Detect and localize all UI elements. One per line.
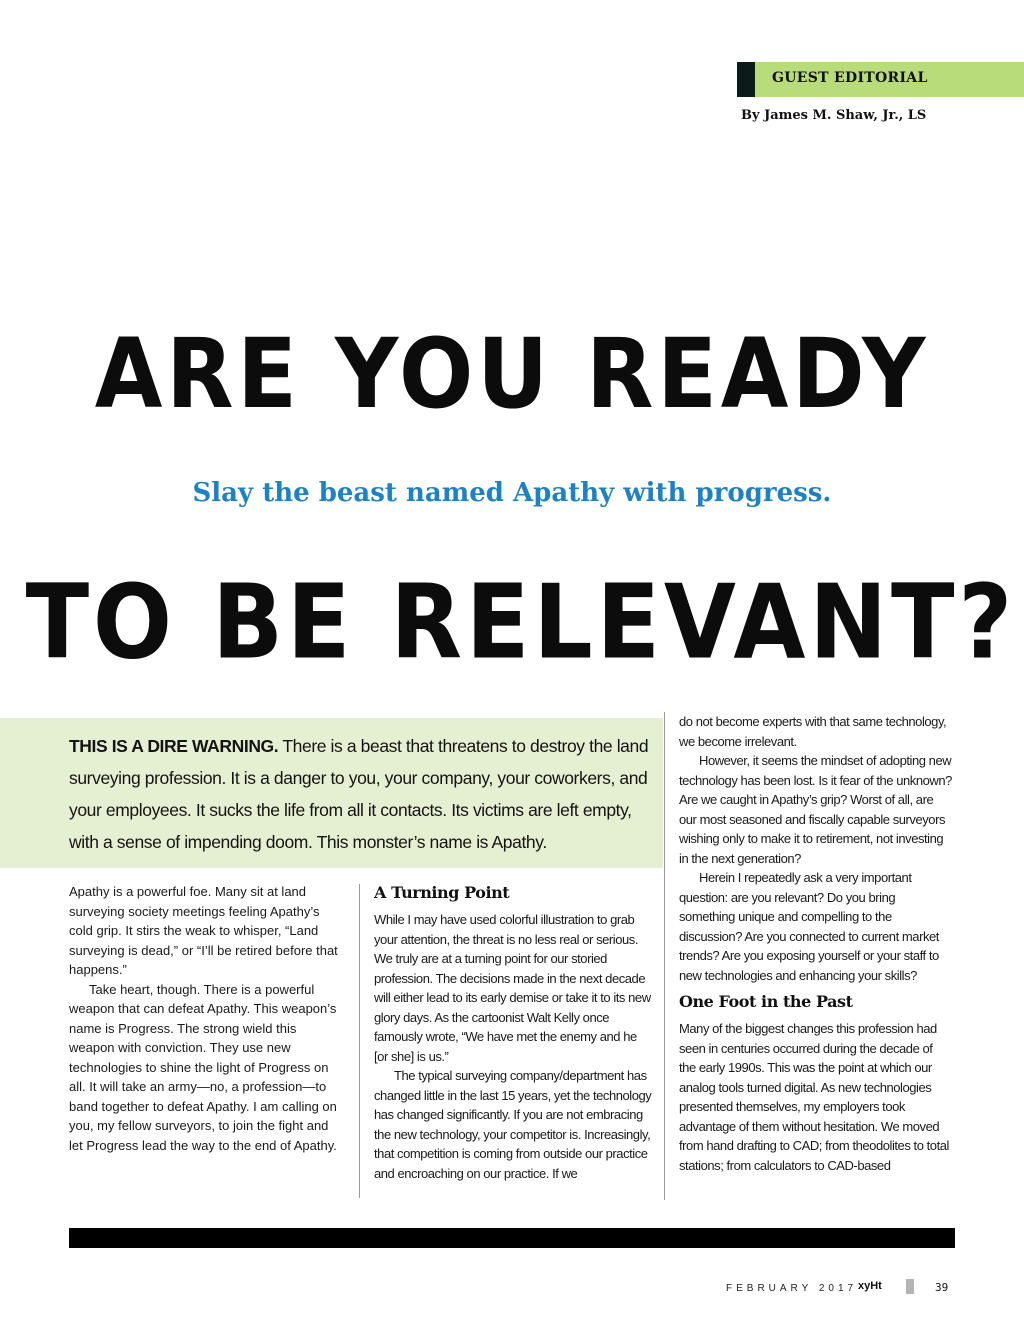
paragraph: Herein I repeatedly ask a very important question: are you relevant? Do you bring something unique and compelling to the discussion? Are you connected to current market trends? Are you exposing yourself or your staff to new technologies and enhancing your skills? (679, 870, 939, 983)
section-heading: A Turning Point (374, 883, 510, 902)
paragraph: However, it seems the mindset of adopting new technology has been lost. Is it fear of the unknown? Are we caught in Apathy’s grip? Worst of all, are our most seasoned and fiscally capable surveyors wishing only to make it to retirement, not investing in the next generation? (679, 753, 952, 866)
article-column-1 (69, 882, 341, 1155)
subheadline: Slay the beast named Apathy with progress. (192, 478, 832, 508)
article-column-2 (374, 882, 652, 1183)
column-divider (664, 712, 665, 1200)
column-divider (359, 884, 360, 1198)
section-heading: One Foot in the Past (679, 992, 853, 1011)
headline-line-2: TO BE RELEVANT? (25, 563, 1017, 683)
page-number: 39 (935, 1281, 949, 1294)
section-tag-accent (737, 62, 755, 97)
intro-lead: THIS IS A DIRE WARNING. (69, 736, 279, 756)
paragraph: The typical surveying company/department has changed little in the last 15 years, yet the technology has changed significantly. If you are not embracing the new technology, your competitor is. Increasingly, that competition is coming from outside our practice and encroaching on our practice. If we (374, 1068, 652, 1181)
issue-date: FEBRUARY 2017 (726, 1283, 858, 1294)
footer-marker (906, 1279, 914, 1294)
magazine-brand: xyHt (858, 1280, 882, 1292)
paragraph: Take heart, though. There is a powerful weapon that can defeat Apathy. This weapon’s name is Progress. The strong wield this weapon with conviction. They use new technologies to shine the light of Progress on all. It will take an army—no, a profession—to band together to defeat Apathy. I am calling on you, my fellow surveyors, to join the fight and let Progress lead the way to the end of Apathy. (69, 981, 337, 1153)
article-column-3 (679, 712, 952, 1175)
paragraph: While I may have used colorful illustration to grab your attention, the threat is no less real or serious. We truly are at a turning point for our storied profession. The decisions made in the next decade will either lead to its early demise or take it to its new glory days. As the cartoonist Walt Kelly once famously wrote, “We have met the enemy and he [or she] is us.” (374, 912, 651, 1064)
headline-line-1: ARE YOU READY (94, 318, 930, 431)
paragraph: do not become experts with that same technology, we become irrelevant. (679, 714, 947, 749)
section-tag: GUEST EDITORIAL (772, 70, 928, 86)
intro-paragraph (69, 730, 649, 858)
intro-body: There is a beast that threatens to destroy the land surveying profession. It is a danger to you, your company, your coworkers, and your employees. It sucks the life from all it contacts. Its victims are left empty, with a sense of impending doom. This monster’s name is Apathy. (69, 736, 649, 852)
footer-bar (69, 1228, 955, 1248)
paragraph: Apathy is a powerful foe. Many sit at land surveying society meetings feeling Apathy’s cold grip. It stirs the weak to whisper, “Land surveying is dead,” or “I’ll be retired before that happens.” (69, 884, 338, 977)
byline: By James M. Shaw, Jr., LS (741, 108, 927, 123)
paragraph: Many of the biggest changes this profession had seen in centuries occurred during the decade of the early 1990s. This was the point at which our analog tools turned digital. As new technologies presented themselves, my employers took advantage of them without hesitation. We moved from hand drafting to CAD; from theodolites to total stations; from calculators to CAD-based (679, 1021, 949, 1173)
